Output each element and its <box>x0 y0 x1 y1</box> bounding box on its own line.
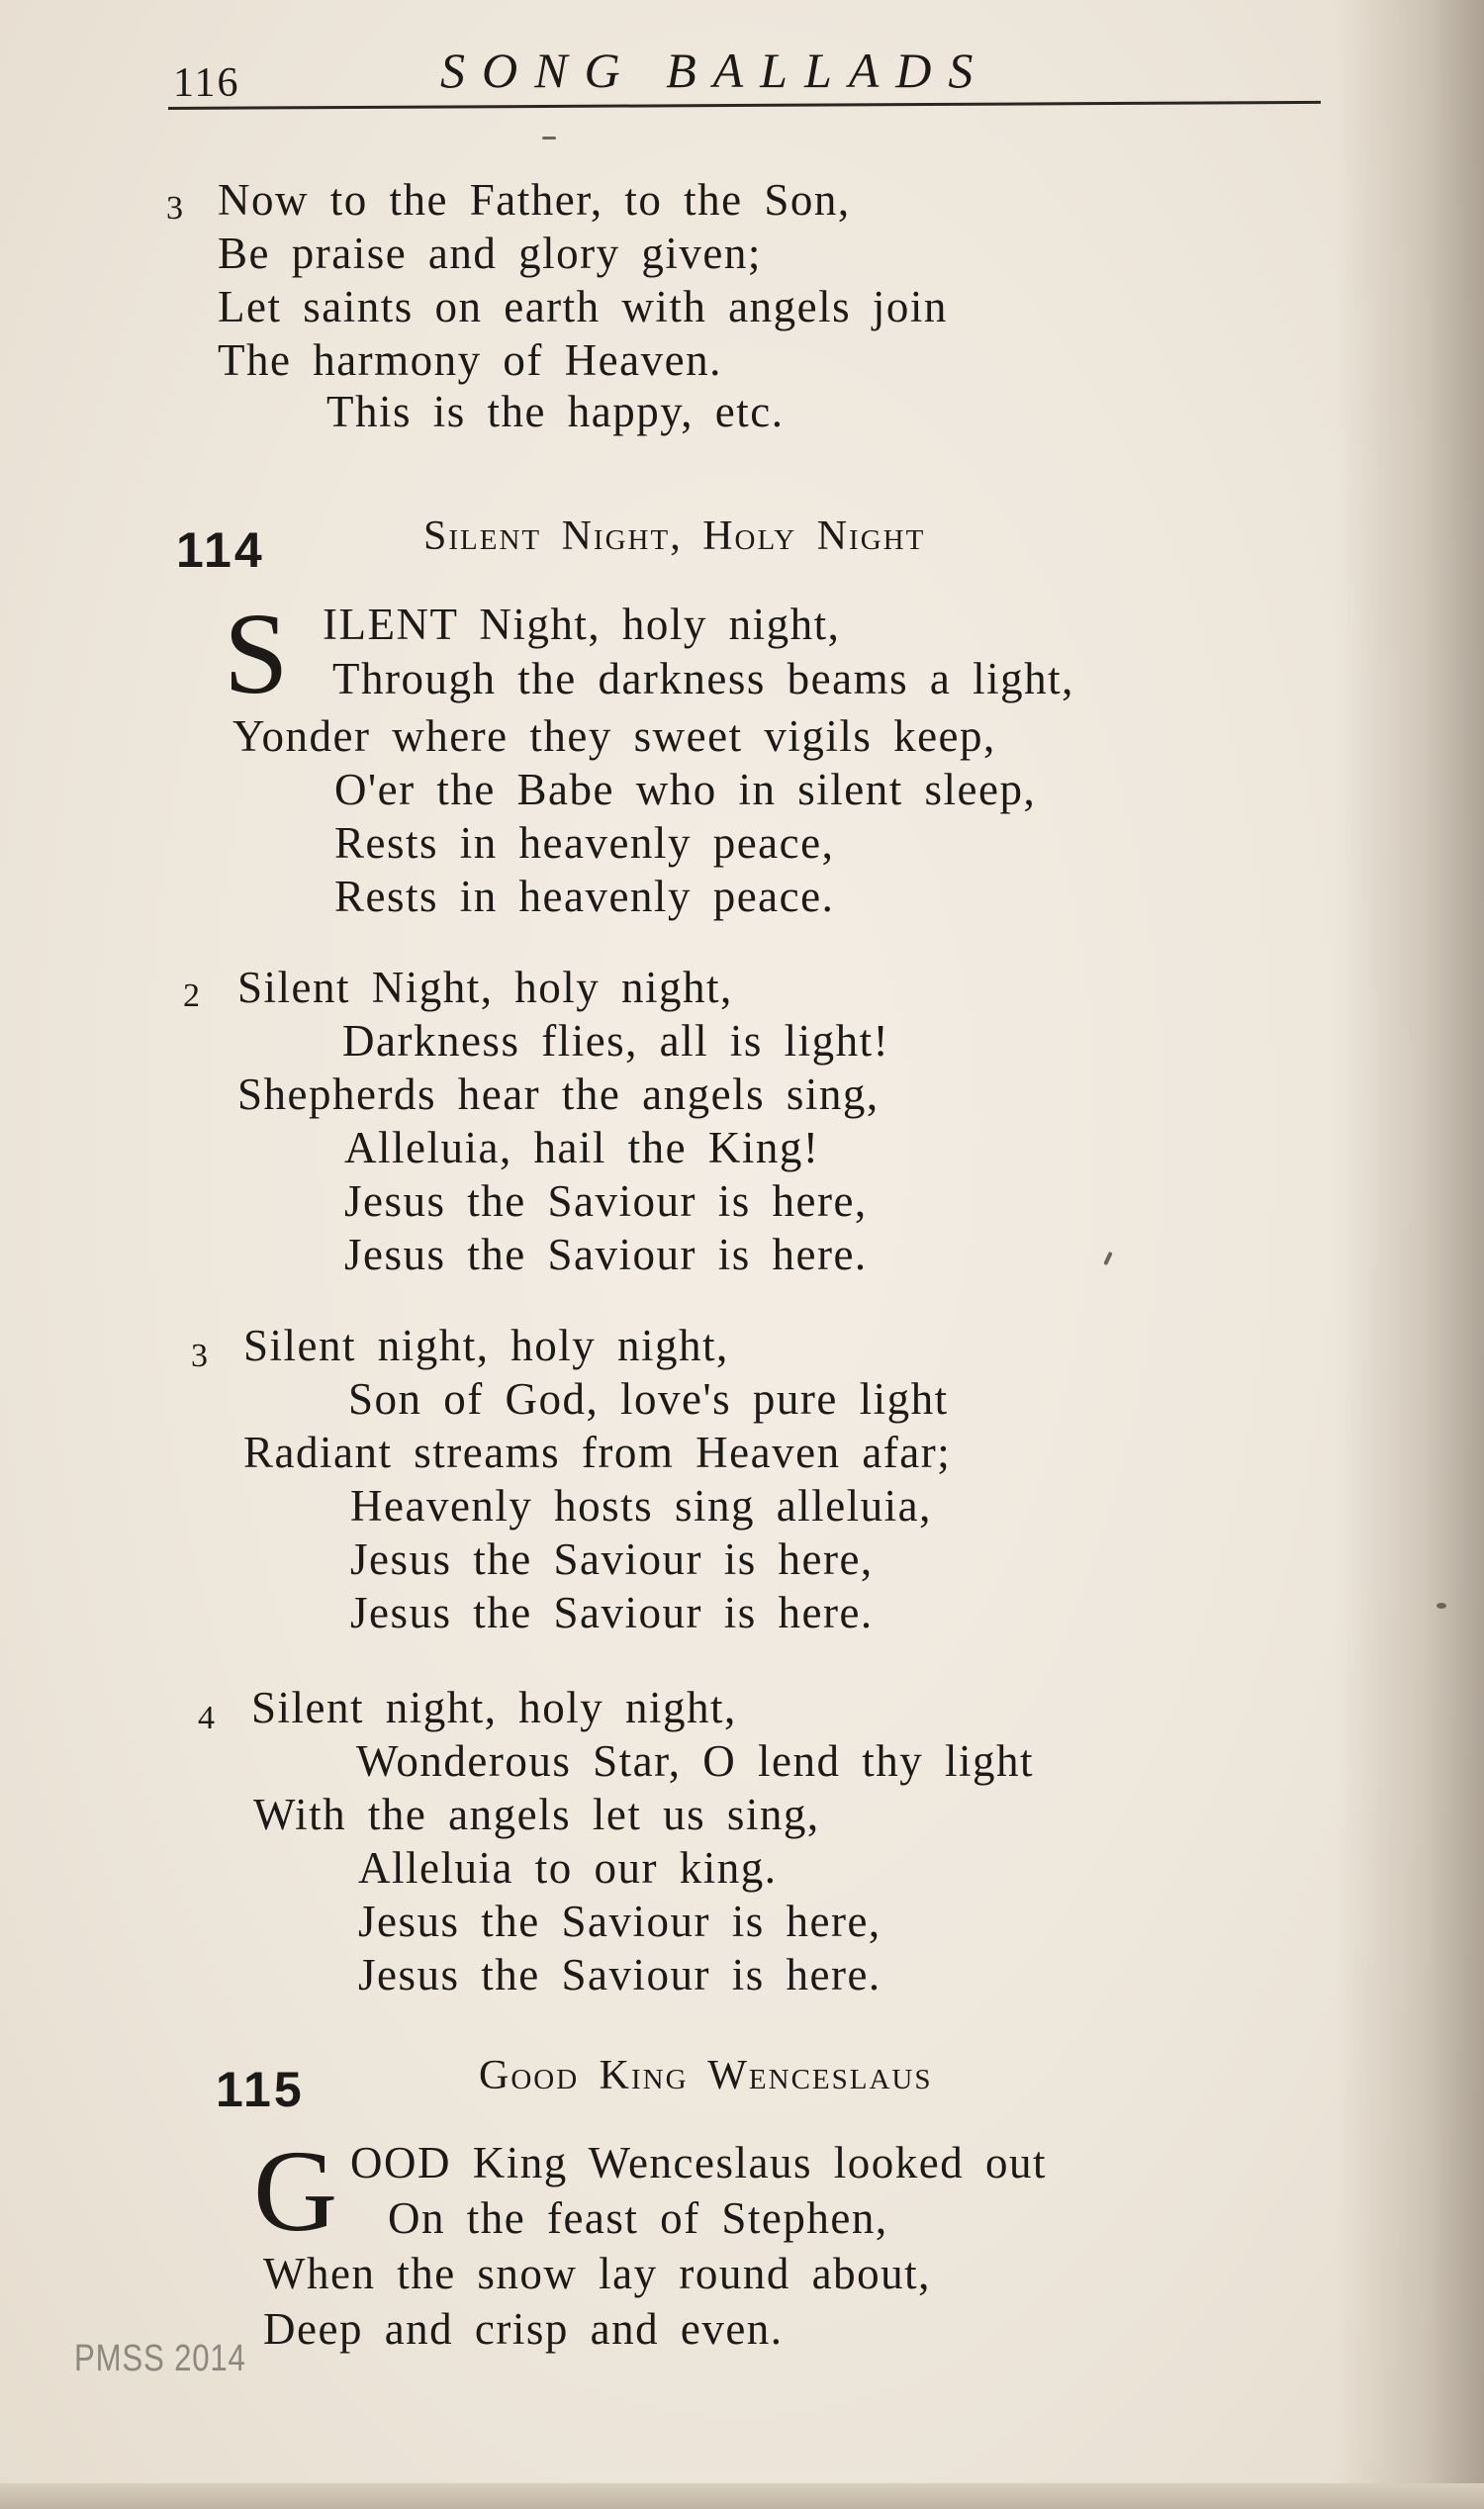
page-number: 116 <box>173 60 240 106</box>
stanza-number: 2 <box>183 977 200 1014</box>
watermark: PMSS 2014 <box>74 2338 246 2379</box>
verse-line: The harmony of Heaven. <box>218 335 722 385</box>
hymn-title: Good King Wenceslaus <box>479 2053 933 2098</box>
stanza-number: 4 <box>198 1700 215 1736</box>
verse-line: ILENT Night, holy night, <box>323 600 841 649</box>
verse-line: Jesus the Saviour is here, <box>344 1176 868 1226</box>
verse-line: Son of God, love's pure light <box>348 1374 949 1424</box>
paper-speck <box>1103 1252 1113 1265</box>
verse-line: Radiant streams from Heaven afar; <box>243 1428 952 1477</box>
hymn-number: 114 <box>176 522 265 578</box>
verse-line: Alleluia to our king. <box>358 1843 778 1893</box>
verse-line: This is the happy, etc. <box>326 387 785 436</box>
verse-line: Darkness flies, all is light! <box>342 1016 890 1066</box>
verse-line: Alleluia, hail the King! <box>344 1123 820 1172</box>
verse-line: On the feast of Stephen, <box>388 2193 888 2243</box>
stanza-number: 3 <box>191 1338 208 1374</box>
verse-line: Silent night, holy night, <box>251 1683 737 1732</box>
hymn-title: Silent Night, Holy Night <box>423 513 926 559</box>
drop-cap: S <box>224 589 289 718</box>
verse-line: Jesus the Saviour is here. <box>344 1230 868 1279</box>
verse-line: When the snow lay round about, <box>263 2249 931 2298</box>
verse-line: Rests in heavenly peace. <box>334 872 835 921</box>
verse-line: Wonderous Star, O lend thy light <box>356 1736 1035 1786</box>
verse-line: Shepherds hear the angels sing, <box>237 1069 880 1119</box>
verse-line: Now to the Father, to the Son, <box>218 175 851 225</box>
page-bottom-edge <box>0 2483 1484 2509</box>
hymn-number: 115 <box>216 2062 305 2117</box>
verse-line: Jesus the Saviour is here, <box>358 1897 881 1946</box>
paper-speck <box>542 137 556 139</box>
verse-line: Jesus the Saviour is here, <box>350 1534 874 1584</box>
verse-line: Deep and crisp and even. <box>263 2304 784 2354</box>
drop-cap: G <box>253 2126 338 2256</box>
stanza-number: 3 <box>166 190 183 227</box>
verse-line: Silent night, holy night, <box>243 1321 729 1370</box>
verse-line: OOD King Wenceslaus looked out <box>350 2138 1047 2187</box>
verse-line: With the angels let us sing, <box>253 1790 820 1839</box>
verse-line: Let saints on earth with angels join <box>218 282 948 331</box>
verse-line: Jesus the Saviour is here. <box>358 1950 881 1999</box>
verse-line: Heavenly hosts sing alleluia, <box>350 1481 932 1531</box>
running-head <box>168 38 1321 107</box>
verse-line: Rests in heavenly peace, <box>334 818 835 868</box>
verse-line: Jesus the Saviour is here. <box>350 1588 874 1637</box>
running-title: SONG BALLADS <box>440 43 990 98</box>
verse-line: O'er the Babe who in silent sleep, <box>334 765 1037 814</box>
verse-line: Yonder where they sweet vigils keep, <box>232 711 996 761</box>
verse-line: Be praise and glory given; <box>218 229 762 278</box>
verse-line: Silent Night, holy night, <box>237 963 733 1012</box>
paper-speck <box>1437 1603 1446 1609</box>
verse-line: Through the darkness beams a light, <box>332 654 1074 703</box>
